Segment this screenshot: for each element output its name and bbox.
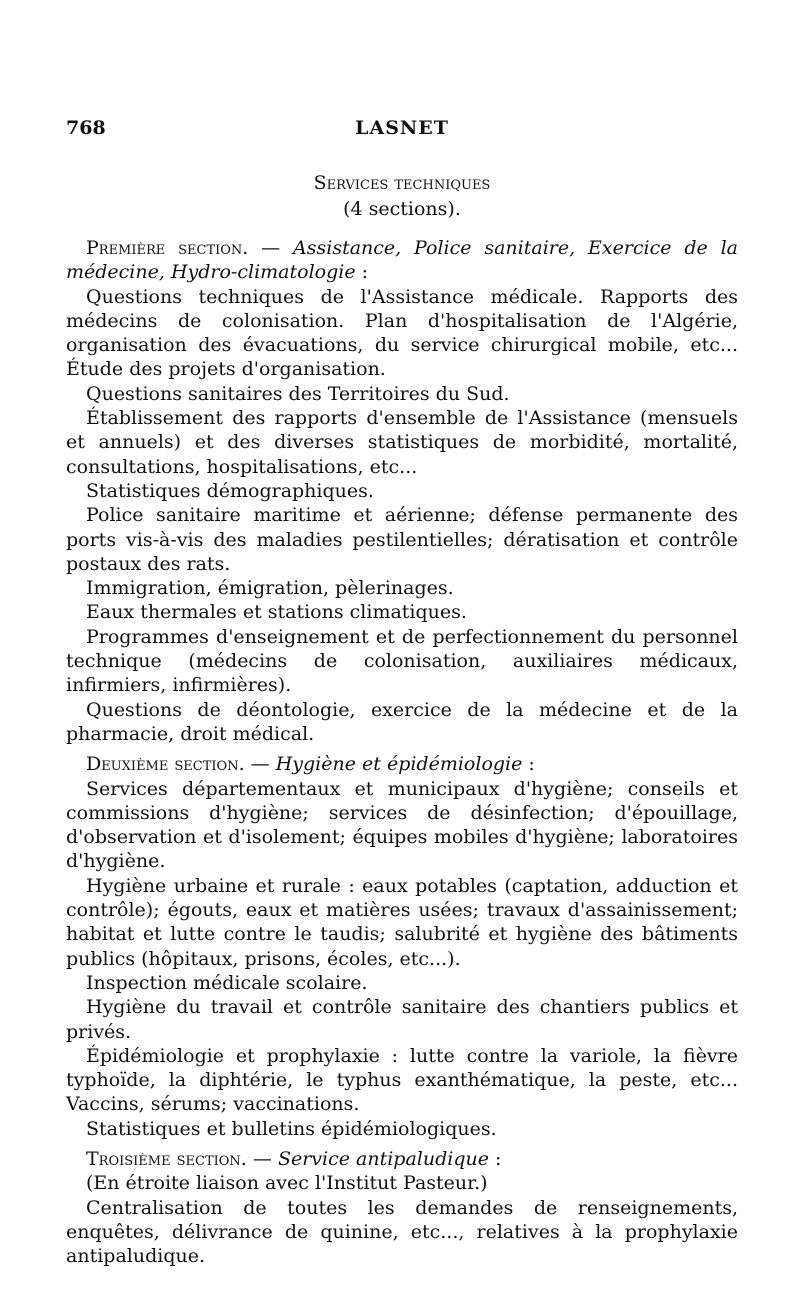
section1-dash: — — [248, 237, 294, 259]
section1-paragraph: Eaux thermales et stations climatiques. — [86, 601, 467, 624]
section1-paragraph: Police sanitaire maritime et aérienne; défense permanente des ports vis-à-vis des maladies pestilentielles; dératisation et contrôle postaux des rats. — [66, 504, 738, 575]
section-title — [66, 170, 738, 222]
section3-colon: : — [489, 1147, 502, 1170]
section-title-line1: Services techniques — [313, 172, 491, 194]
section1-paragraph: Établissement des rapports d'ensemble de l'Assistance (mensuels et annuels) et des diverses statistiques de morbidité, mortalité, consultations, hospitalisations, etc... — [66, 407, 738, 478]
section2-topics: Hygiène et épidémiologie — [275, 753, 523, 776]
section2-paragraph: Inspection médicale scolaire. — [86, 971, 368, 994]
section2-paragraph: Services départementaux et municipaux d'hygiène; conseils et commissions d'hygiène; services de désinfection; d'épouillage, d'observation et d'isolement; équipes mobiles d'hygiène; laboratoires d'hygiène. — [66, 777, 738, 873]
section2-label: Deuxième section. — [86, 753, 245, 776]
section1-paragraph: Questions techniques de l'Assistance médicale. Rapports des médecins de colonisation. Plan d'hospitalisation de l'Algérie, organisation des évacuations, du service chirurgical mobile, etc... Étude des projets d'organisation. — [66, 285, 738, 381]
section3-paragraph: (En étroite liaison avec l'Institut Pasteur.) — [86, 1172, 488, 1195]
section2-dash: — — [244, 753, 276, 776]
section2-colon: : — [522, 753, 535, 776]
page-number: 768 — [66, 117, 106, 139]
section1-paragraph: Immigration, émigration, pèlerinages. — [86, 577, 454, 600]
section1-colon: : — [355, 261, 369, 284]
section-title-line2: (4 sections). — [343, 198, 461, 220]
section1-paragraph: Programmes d'enseignement et de perfectionnement du personnel technique (médecins de colonisation, auxiliaires médicaux, infirmiers, infirmières). — [66, 625, 738, 697]
section2-paragraph: Hygiène urbaine et rurale : eaux potables (captation, adduction et contrôle); égouts, eaux et matières usées; travaux d'assainissement; habitat et lutte contre le taudis; salubrité et hygiène des bâtiments publics (hôpitaux, prisons, écoles, etc...). — [66, 874, 738, 970]
section1-paragraph: Statistiques démographiques. — [86, 479, 374, 502]
section1-paragraph: Questions sanitaires des Territoires du Sud. — [86, 382, 510, 405]
section1-topics: Assistance, Police sanitaire, Exercice de la médecine, Hydro-climatologie — [66, 237, 738, 284]
section2-heading — [66, 752, 738, 776]
section1-label: Première section. — [86, 237, 249, 259]
document-body — [66, 236, 738, 1268]
section3-dash: — — [246, 1147, 278, 1170]
section2-paragraph: Statistiques et bulletins épidémiologiques. — [86, 1117, 497, 1140]
section3-heading — [66, 1147, 738, 1171]
section3-label: Troisième section. — [86, 1147, 247, 1170]
running-head: LASNET — [355, 117, 449, 139]
section1-heading — [66, 236, 738, 285]
section2-paragraph: Hygiène du travail et contrôle sanitaire des chantiers publics et privés. — [66, 996, 738, 1043]
section2-paragraph: Épidémiologie et prophylaxie : lutte contre la variole, la fièvre typhoïde, la diphtérie, le typhus exanthématique, la peste, etc... Vaccins, sérums; vaccinations. — [66, 1044, 738, 1116]
section1-paragraph: Questions de déontologie, exercice de la médecine et de la pharmacie, droit médical. — [66, 698, 738, 745]
section3-topics: Service antipaludique — [277, 1147, 489, 1170]
section3-paragraph: Centralisation de toutes les demandes de renseignements, enquêtes, délivrance de quinine, etc..., relatives à la prophylaxie antipaludique. — [66, 1196, 738, 1268]
